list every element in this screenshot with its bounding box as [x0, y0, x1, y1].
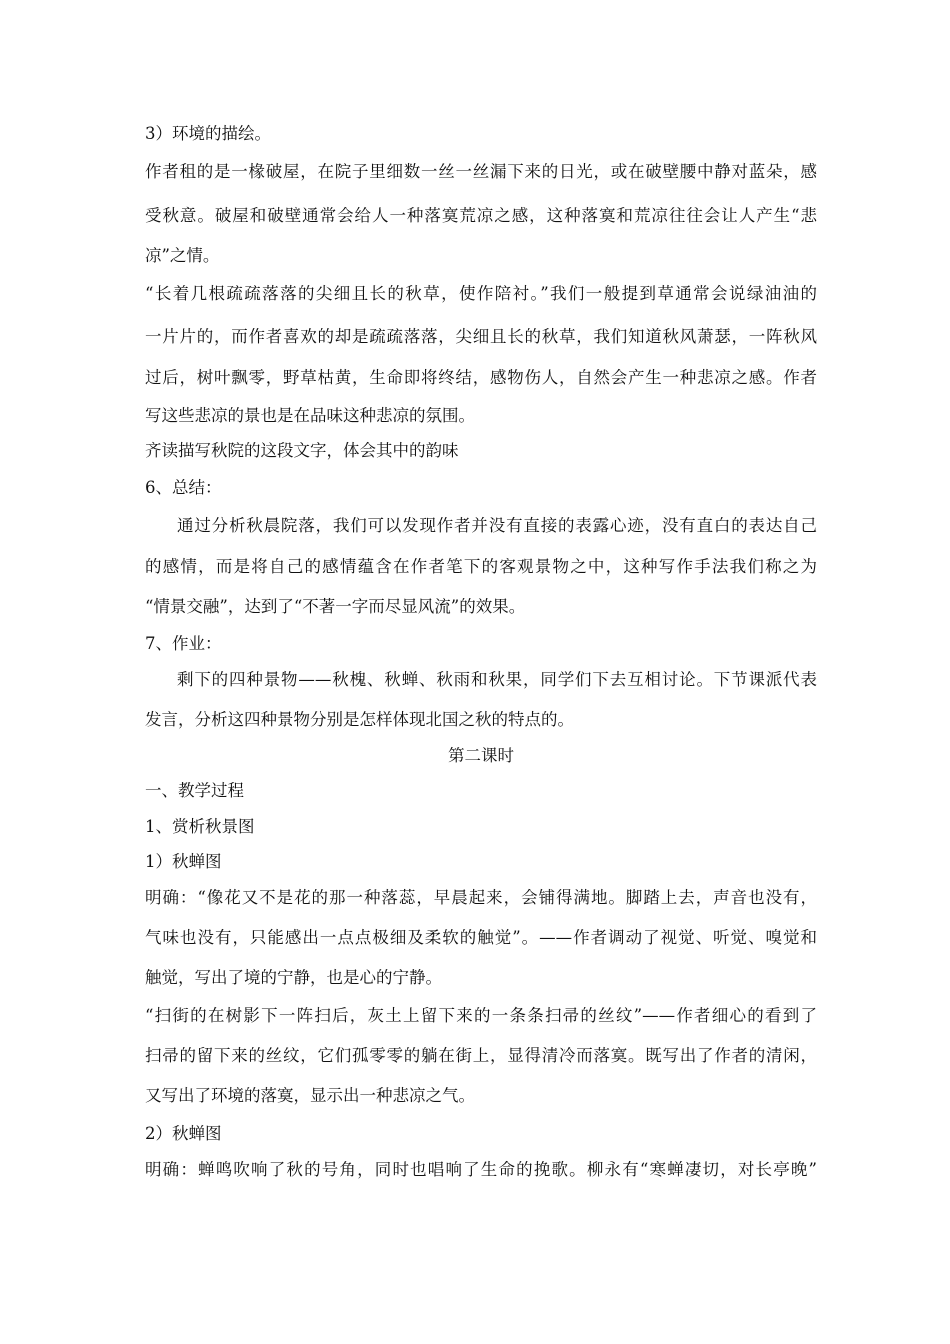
paragraph-line: 发言，分析这四种景物分别是怎样体现北国之秋的特点的。 [145, 710, 574, 729]
paragraph-line: 明确：“像花又不是花的那一种落蕊，早晨起来，会铺得满地。脚踏上去，声音也没有， [145, 888, 817, 907]
paragraph-line: 受秋意。破屋和破壁通常会给人一种落寞荒凉之感，这种落寞和荒凉往往会让人产生“悲 [145, 206, 817, 225]
paragraph-line: 凉”之情。 [145, 246, 220, 265]
subheading-cicada-1: 1）秋蝉图 [145, 852, 222, 871]
paragraph-line: 剩下的四种景物——秋槐、秋蝉、秋雨和秋果，同学们下去互相讨论。下节课派代表 [177, 670, 817, 689]
paragraph-line: 齐读描写秋院的这段文字，体会其中的韵味 [145, 441, 459, 460]
paragraph-line: 写这些悲凉的景也是在品味这种悲凉的氛围。 [145, 406, 475, 425]
paragraph-line: 扫帚的留下来的丝纹，它们孤零零的躺在街上，显得清冷而落寞。既写出了作者的清闲， [145, 1046, 817, 1065]
subheading-cicada-2: 2）秋蝉图 [145, 1124, 222, 1143]
paragraph-line: 又写出了环境的落寞，显示出一种悲凉之气。 [145, 1086, 475, 1105]
subheading-environment: 3）环境的描绘。 [145, 124, 271, 143]
paragraph-line: 明确：蝉鸣吹响了秋的号角，同时也唱响了生命的挽歌。柳永有“寒蝉凄切，对长亭晚” [145, 1160, 817, 1179]
section-heading-summary: 6、总结： [145, 478, 222, 497]
lesson-title: 第二课时 [448, 746, 514, 765]
subheading-appreciation: 1、赏析秋景图 [145, 817, 255, 836]
section-heading-homework: 7、作业： [145, 634, 222, 653]
paragraph-line: 触觉，写出了境的宁静，也是心的宁静。 [145, 968, 442, 987]
paragraph-line: “扫街的在树影下一阵扫后，灰土上留下来的一条条扫帚的丝纹”——作者细心的看到了 [145, 1006, 817, 1025]
paragraph-line: “情景交融”，达到了“不著一字而尽显风流”的效果。 [145, 597, 526, 616]
paragraph-line: 作者租的是一椽破屋，在院子里细数一丝一丝漏下来的日光，或在破壁腰中静对蓝朵，感 [145, 162, 817, 181]
section-heading-process: 一、教学过程 [145, 781, 244, 800]
paragraph-line: “长着几根疏疏落落的尖细且长的秋草，使作陪衬。”我们一般提到草通常会说绿油油的 [145, 284, 817, 303]
paragraph-line: 一片片的，而作者喜欢的却是疏疏落落，尖细且长的秋草，我们知道秋风萧瑟，一阵秋风 [145, 327, 817, 346]
paragraph-line: 通过分析秋晨院落，我们可以发现作者并没有直接的表露心迹，没有直白的表达自己 [177, 516, 817, 535]
paragraph-line: 过后，树叶飘零，野草枯黄，生命即将终结，感物伤人，自然会产生一种悲凉之感。作者 [145, 368, 817, 387]
paragraph-line: 气味也没有，只能感出一点点极细及柔软的触觉”。——作者调动了视觉、听觉、嗅觉和 [145, 928, 817, 947]
paragraph-line: 的感情，而是将自己的感情蕴含在作者笔下的客观景物之中，这种写作手法我们称之为 [145, 557, 817, 576]
